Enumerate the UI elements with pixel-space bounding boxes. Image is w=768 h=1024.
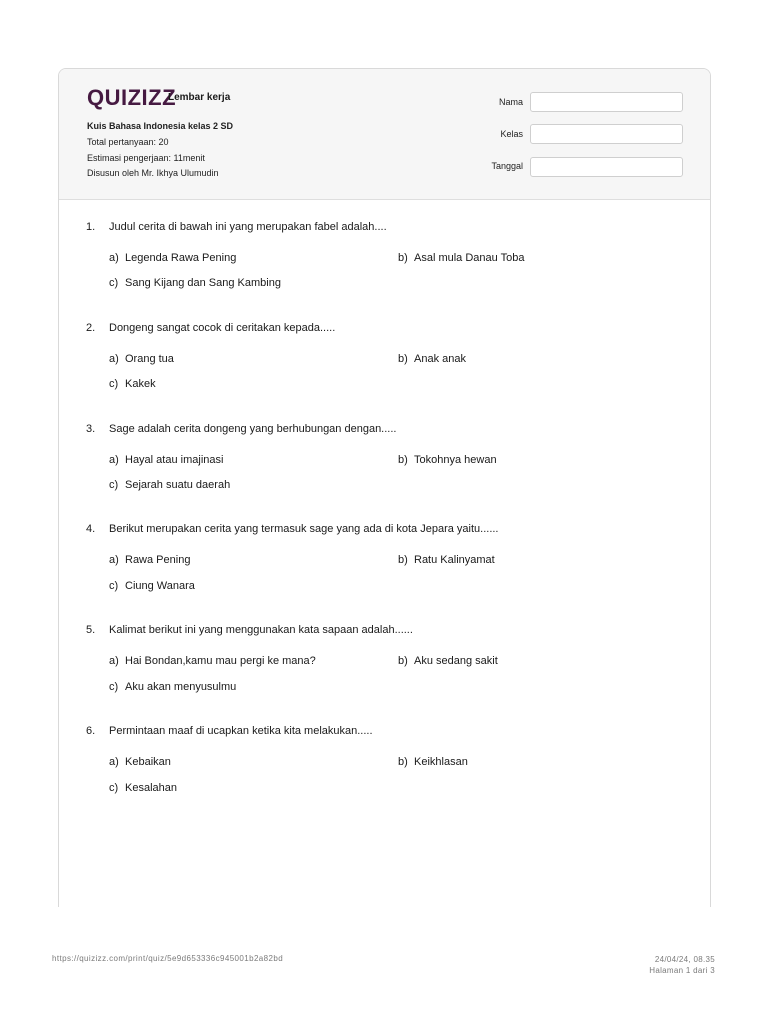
worksheet-header <box>59 69 710 200</box>
name-label: Nama <box>498 97 523 107</box>
option-text: Kesalahan <box>125 782 177 794</box>
question-number: 6. <box>86 725 96 737</box>
class-field[interactable] <box>530 124 683 144</box>
option-letter: a) <box>109 454 119 466</box>
worksheet-page <box>58 68 711 907</box>
option-text: Ratu Kalinyamat <box>414 554 495 566</box>
option-letter: c) <box>109 378 119 390</box>
option-b <box>398 353 466 365</box>
option-text: Aku sedang sakit <box>414 655 498 667</box>
option-text: Orang tua <box>125 353 174 365</box>
estimated-time: Estimasi pengerjaan: 11menit <box>87 153 205 163</box>
option-text: Kebaikan <box>125 756 171 768</box>
option-a <box>109 454 223 466</box>
option-text: Tokohnya hewan <box>414 454 497 466</box>
option-letter: c) <box>109 681 119 693</box>
quizizz-logo: QUIZIZZ <box>87 85 177 110</box>
option-a <box>109 252 236 264</box>
worksheet-label: Lembar kerja <box>168 92 231 103</box>
option-letter: c) <box>109 782 119 794</box>
option-a <box>109 554 190 566</box>
option-text: Hai Bondan,kamu mau pergi ke mana? <box>125 655 316 667</box>
question-text: Dongeng sangat cocok di ceritakan kepada..... <box>109 322 336 334</box>
question-number: 4. <box>86 523 96 535</box>
option-text: Ciung Wanara <box>125 580 195 592</box>
option-text: Sejarah suatu daerah <box>125 479 231 491</box>
option-letter: b) <box>398 655 408 667</box>
option-letter: a) <box>109 554 119 566</box>
question-text: Permintaan maaf di ucapkan ketika kita melakukan..... <box>109 725 373 737</box>
option-b <box>398 655 498 667</box>
option-letter: b) <box>398 252 408 264</box>
option-text: Asal mula Danau Toba <box>414 252 525 264</box>
option-text: Kakek <box>125 378 156 390</box>
name-field[interactable] <box>530 92 683 112</box>
option-letter: b) <box>398 454 408 466</box>
option-a <box>109 655 316 667</box>
option-text: Legenda Rawa Pening <box>125 252 237 264</box>
option-c <box>109 580 195 592</box>
quiz-title: Kuis Bahasa Indonesia kelas 2 SD <box>87 121 234 131</box>
option-a <box>109 756 171 768</box>
option-text: Aku akan menyusulmu <box>125 681 237 693</box>
footer-datetime: 24/04/24, 08.35 <box>654 955 715 964</box>
option-letter: a) <box>109 756 119 768</box>
class-label: Kelas <box>500 129 523 139</box>
option-letter: c) <box>109 580 119 592</box>
author: Disusun oleh Mr. Ikhya Ulumudin <box>87 168 219 178</box>
option-letter: a) <box>109 655 119 667</box>
question-number: 1. <box>86 221 96 233</box>
option-letter: b) <box>398 554 408 566</box>
option-letter: a) <box>109 252 119 264</box>
question-text: Sage adalah cerita dongeng yang berhubungan dengan..... <box>109 423 397 435</box>
option-letter: b) <box>398 353 408 365</box>
option-text: Anak anak <box>414 353 466 365</box>
total-questions: Total pertanyaan: 20 <box>87 137 169 147</box>
footer-meta <box>649 954 715 976</box>
question-number: 2. <box>86 322 96 334</box>
option-letter: c) <box>109 479 119 491</box>
option-a <box>109 353 174 365</box>
date-label: Tanggal <box>491 161 523 171</box>
option-c <box>109 681 236 693</box>
question-number: 5. <box>86 624 96 636</box>
footer-page-number: Halaman 1 dari 3 <box>649 966 715 975</box>
option-letter: a) <box>109 353 119 365</box>
option-text: Hayal atau imajinasi <box>125 454 224 466</box>
option-b <box>398 454 497 466</box>
footer-url: https://quizizz.com/print/quiz/5e9d653336c945001b2a82bd <box>52 954 284 963</box>
date-field[interactable] <box>530 157 683 177</box>
option-b <box>398 756 468 768</box>
question-text: Berikut merupakan cerita yang termasuk sage yang ada di kota Jepara yaitu...... <box>109 523 499 535</box>
option-letter: c) <box>109 277 119 289</box>
option-c <box>109 479 230 491</box>
question-text: Kalimat berikut ini yang menggunakan kata sapaan adalah...... <box>109 624 413 636</box>
option-text: Sang Kijang dan Sang Kambing <box>125 277 281 289</box>
question-number: 3. <box>86 423 96 435</box>
option-b <box>398 252 524 264</box>
option-c <box>109 378 156 390</box>
option-b <box>398 554 495 566</box>
option-c <box>109 277 281 289</box>
option-text: Keikhlasan <box>414 756 468 768</box>
option-letter: b) <box>398 756 408 768</box>
option-c <box>109 782 177 794</box>
option-text: Rawa Pening <box>125 554 191 566</box>
question-text: Judul cerita di bawah ini yang merupakan fabel adalah.... <box>109 221 387 233</box>
